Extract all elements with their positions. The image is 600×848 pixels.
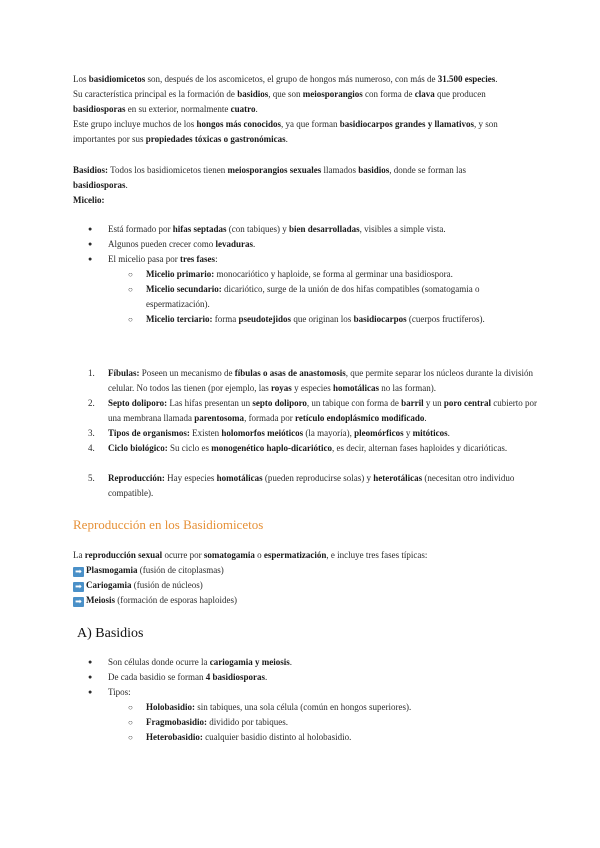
list-item: ● Tipos:: [88, 685, 548, 700]
sub-list-item: ○ Holobasidio: sin tabiques, una sola célula (común en hongos superiores).: [128, 700, 538, 715]
sub-list-item: ○ Micelio secundario: dicariótico, surge de la unión de dos hifas compatibles (somatogamia o espermatización).: [128, 282, 538, 312]
reproduccion-paragraph: La reproducción sexual ocurre por somatogamia o espermatización, e incluye tres fases típicas: ➡ Plasmogamia (fusión de citoplasmas) ➡ Cariogamia (fusión de núcleos) ➡ Meiosis (formación de esporas haploides): [73, 550, 428, 606]
numbered-item: 2. Septo doliporo: Las hifas presentan un septo doliporo, un tabique con forma de barril y un poro central cubierto por una membrana llamada parentosoma, formada por retículo endoplásmico modificado.: [88, 398, 537, 423]
basidios-definition: Basidios: Todos los basidiomicetos tienen meiosporangios sexuales llamados basidios, donde se forman las basidiosporas. Micelio:: [73, 165, 466, 205]
arrow-icon: ➡: [73, 567, 84, 577]
sub-list-item: ○ Heterobasidio: cualquier basidio distinto al holobasidio.: [128, 730, 538, 745]
arrow-icon: ➡: [73, 582, 84, 592]
intro-paragraph: Los basidiomicetos son, después de los ascomicetos, el grupo de hongos más numeroso, con más de 31.500 especies. Su característica principal es la formación de basidios, que son meiosporangios con forma de clava que producen basidiosporas en su exterior, normalmente cuatro. Este grupo incluye muchos de los hongos más conocidos, ya que forman basidiocarpos grandes y llamativos, y son importantes por sus propiedades tóxicas o gastronómicas.: [73, 74, 498, 144]
numbered-item: 4. Ciclo biológico: Su ciclo es monogenético haplo-dicariótico, es decir, alternan fases haploides y dicarióticas.: [88, 443, 508, 453]
arrow-icon: ➡: [73, 597, 84, 607]
micelio-heading: Micelio:: [73, 195, 105, 205]
list-item: ● Está formado por hifas septadas (con tabiques) y bien desarrolladas, visibles a simple vista.: [88, 222, 548, 237]
numbered-item: 5. Reproducción: Hay especies homotálicas (pueden reproducirse solas) y heterotálicas (necesitan otro individuo compatible).: [88, 473, 515, 498]
list-item: ● De cada basidio se forman 4 basidiosporas.: [88, 670, 548, 685]
list-item: ● Algunos pueden crecer como levaduras.: [88, 237, 548, 252]
sub-list-item: ○ Micelio terciario: forma pseudotejidos que originan los basidiocarpos (cuerpos fructíferos).: [128, 312, 538, 327]
list-item: ● Son células donde ocurre la cariogamia y meiosis.: [88, 655, 548, 670]
sub-list-item: ○ Micelio primario: monocariótico y haploide, se forma al germinar una basidiospora.: [128, 267, 538, 282]
section-heading-basidios: A) Basidios: [77, 626, 144, 641]
numbered-item: 3. Tipos de organismos: Existen holomorfos meióticos (la mayoría), pleomórficos y mitóticos.: [88, 428, 450, 438]
section-heading-reproduccion: Reproducción en los Basidiomicetos: [73, 517, 264, 532]
numbered-item: 1. Fíbulas: Poseen un mecanismo de fíbulas o asas de anastomosis, que permite separar los núcleos durante la división celular. No todos las tienen (por ejemplo, las royas y especies homotálicas no las forman).: [88, 368, 533, 393]
list-item: ● El micelio pasa por tres fases:: [88, 252, 548, 267]
sub-list-item: ○ Fragmobasidio: dividido por tabiques.: [128, 715, 538, 730]
